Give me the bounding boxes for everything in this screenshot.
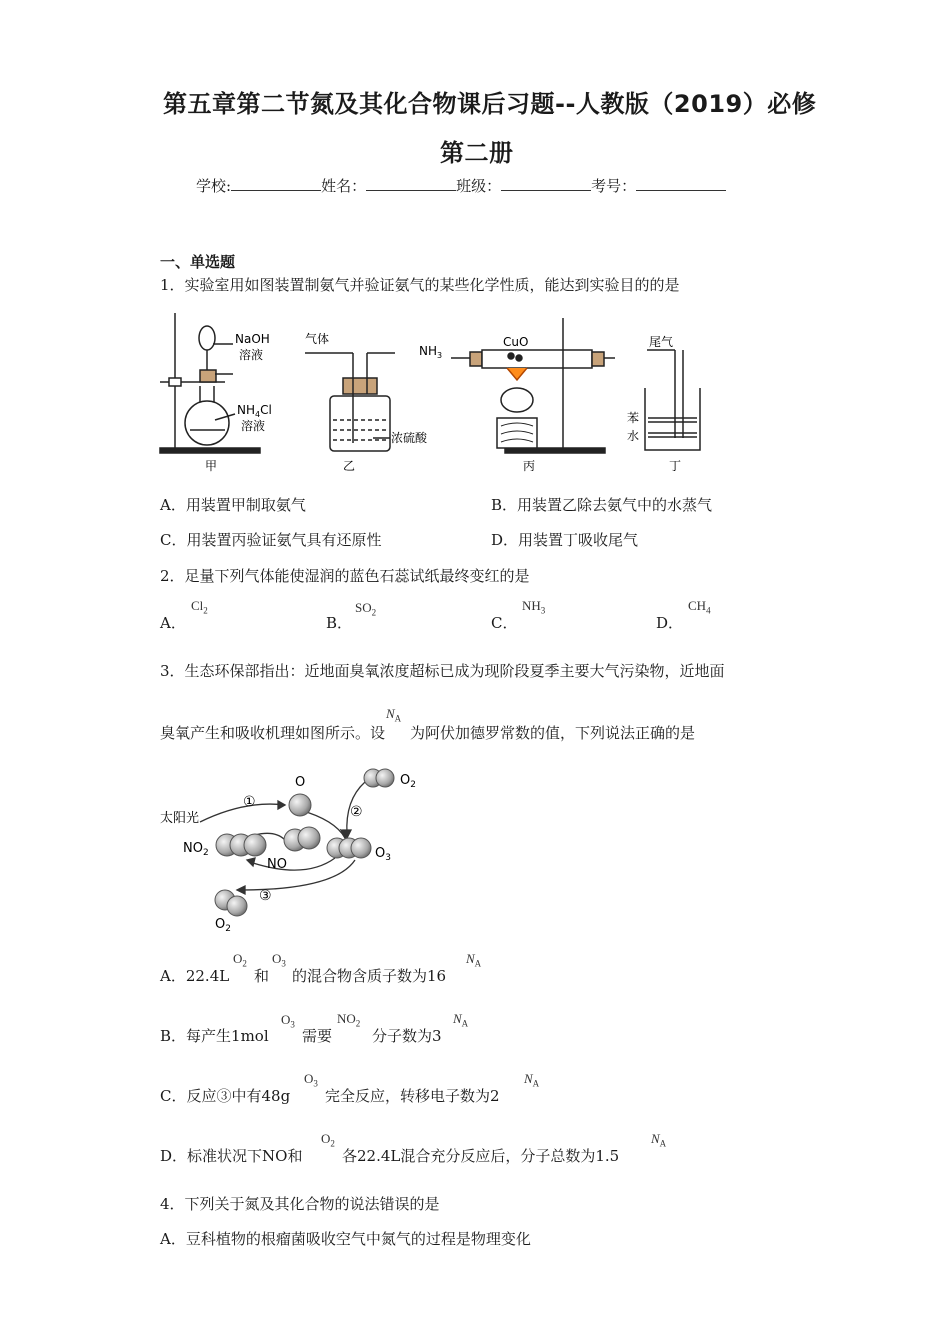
name-label: 姓名： — [321, 177, 367, 195]
q3-c-rest: 完全反应，转移电子数为2 — [325, 1087, 500, 1105]
q3-b-na: $N_A$ — [453, 1011, 469, 1029]
no2-label: $NO_2$ — [183, 841, 209, 858]
apparatus-ding — [645, 350, 700, 450]
q3-option-c[interactable]: C．反应③中有48g — [160, 1087, 291, 1105]
apparatus-yi — [305, 353, 395, 451]
sunlight-label: 太阳光 — [160, 811, 200, 826]
number-field[interactable] — [636, 176, 726, 191]
class-field[interactable] — [501, 176, 591, 191]
q3-c-na: $N_A$ — [524, 1071, 540, 1089]
q3-ozone-cycle-figure — [155, 760, 445, 935]
q3-d-o2: $O_2$ — [321, 1131, 335, 1149]
q3-stem-line1: 3．生态环保部指出：近地面臭氧浓度超标已成为现阶段夏季主要大气污染物，近地面 — [160, 662, 725, 680]
step-1-label: ① — [243, 794, 256, 810]
q1-option-c[interactable]: C．用装置丙验证氨气具有还原性 — [160, 531, 382, 549]
label-yi: 乙 — [343, 459, 356, 473]
label-ding: 丁 — [669, 459, 682, 473]
q1-apparatus-figure — [155, 308, 715, 478]
q3-b-o3: $O_3$ — [281, 1012, 295, 1030]
q3-b-need: 需要 — [302, 1027, 333, 1045]
q2-option-d[interactable]: D． — [656, 614, 684, 632]
q3-a-rest: 的混合物含质子数为16 — [292, 967, 447, 985]
q2-option-a-formula: $Cl_2$ — [191, 598, 208, 616]
o3-atom-3 — [351, 838, 371, 858]
number-label: 考号： — [591, 177, 637, 195]
q1-stem: 1．实验室用如图装置制氨气并验证氨气的某些化学性质，能达到实验目的的是 — [160, 276, 680, 294]
q2-option-c[interactable]: C． — [491, 614, 518, 632]
q3-stem-line2-pre: 臭氧产生和吸收机理如图所示。设 — [160, 724, 386, 742]
q4-stem: 4．下列关于氮及其化合物的说法错误的是 — [160, 1195, 440, 1213]
no2-atom-3 — [244, 834, 266, 856]
q3-c-o3: $O_3$ — [304, 1071, 318, 1089]
q3-d-rest: 各22.4L混合充分反应后，分子总数为1.5 — [342, 1147, 620, 1165]
naoh-label: NaOH — [235, 332, 270, 346]
q3-a-and: 和 — [254, 967, 270, 985]
q3-a-o3: $O_3$ — [272, 951, 286, 969]
q4-option-a[interactable]: A．豆科植物的根瘤菌吸收空气中氮气的过程是物理变化 — [160, 1230, 531, 1248]
q2-option-c-formula: $NH_3$ — [522, 598, 546, 616]
benzene-label: 苯 — [627, 411, 640, 425]
q3-b-no2: $NO_2$ — [337, 1011, 361, 1029]
q3-stem-line2-post: 为阿伏加德罗常数的值，下列说法正确的是 — [410, 724, 696, 742]
conc-h2so4-label: 浓硫酸 — [391, 431, 428, 445]
step-2-label: ② — [350, 804, 363, 820]
o-label: O — [295, 775, 306, 790]
arrow-no-back — [250, 858, 335, 870]
q1-option-b[interactable]: B．用装置乙除去氨气中的水蒸气 — [491, 496, 713, 514]
q1-option-a[interactable]: A．用装置甲制取氨气 — [160, 496, 306, 514]
atom-o — [289, 794, 311, 816]
page-title: 第五章第二节氮及其化合物课后习题--人教版（2019）必修 — [163, 90, 817, 118]
class-label: 班级： — [456, 177, 502, 195]
water-label: 水 — [627, 429, 640, 443]
school-label: 学校: — [196, 177, 232, 195]
gas-label: 气体 — [305, 332, 330, 346]
q3-option-d[interactable]: D．标准状况下NO和 — [160, 1147, 303, 1165]
o3-label: $O_3$ — [375, 846, 391, 863]
section-title: 一、单选题 — [160, 253, 236, 271]
o2-top-atom-2 — [376, 769, 394, 787]
student-info-line — [196, 175, 726, 196]
q3-option-a[interactable]: A．22.4L — [160, 967, 230, 985]
q2-option-b-formula: $SO_2$ — [355, 600, 377, 618]
page-title-line2: 第二册 — [440, 139, 514, 167]
tail-gas-label: 尾气 — [649, 335, 674, 349]
o2-bottom-label: $O_2$ — [215, 917, 231, 934]
q3-b-rest: 分子数为3 — [372, 1027, 442, 1045]
q3-option-b[interactable]: B．每产生1mol — [160, 1027, 269, 1045]
q2-option-d-formula: $CH_4$ — [688, 598, 711, 616]
no-atom-2 — [298, 827, 320, 849]
q2-option-b[interactable]: B． — [326, 614, 353, 632]
name-field[interactable] — [366, 176, 456, 191]
nh4cl-solution-label: 溶液 — [241, 419, 266, 433]
label-jia: 甲 — [205, 459, 218, 473]
step-3-label: ③ — [259, 888, 272, 904]
naoh-solution-label: 溶液 — [239, 348, 264, 362]
q2-option-a[interactable]: A． — [160, 614, 186, 632]
school-field[interactable] — [231, 176, 321, 191]
cuo-label: CuO — [503, 335, 529, 349]
q3-a-na: $N_A$ — [466, 951, 482, 969]
apparatus-bing — [451, 318, 615, 453]
o2-bottom-atom-2 — [227, 896, 247, 916]
q3-d-na: $N_A$ — [651, 1131, 667, 1149]
q1-option-d[interactable]: D．用装置丁吸收尾气 — [491, 531, 639, 549]
nh4cl-label: $NH_4Cl$ — [237, 403, 272, 419]
nh3-label: $NH_3$ — [419, 344, 443, 360]
q3-a-o2: $O_2$ — [233, 951, 247, 969]
q2-stem: 2．足量下列气体能使湿润的蓝色石蕊试纸最终变红的是 — [160, 567, 530, 585]
no-label: NO — [267, 857, 287, 872]
label-bing: 丙 — [523, 459, 536, 473]
o2-top-label: $O_2$ — [400, 773, 416, 790]
q3-na-symbol: $N_A$ — [386, 706, 402, 724]
